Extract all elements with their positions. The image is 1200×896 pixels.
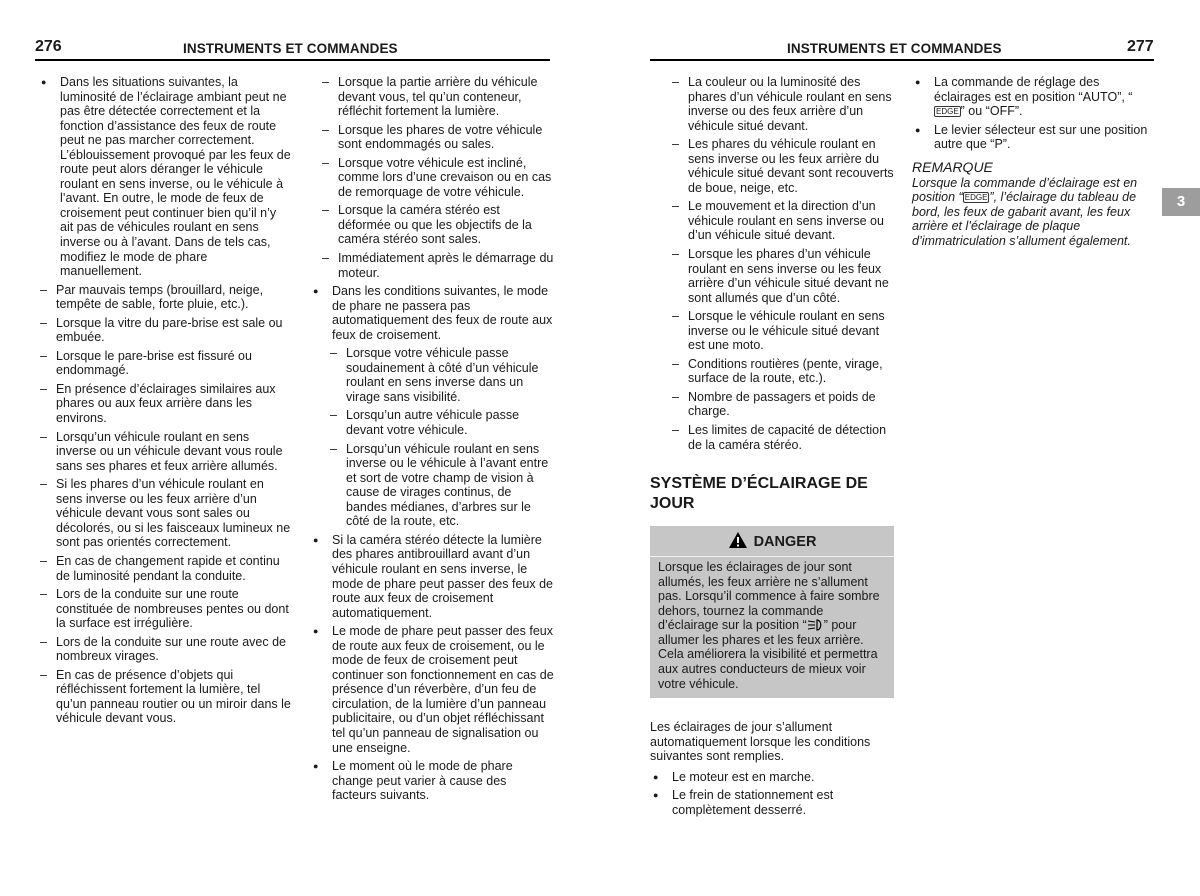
list-item: – La couleur ou la luminosité des phares d’un véhicule roulant en sens inverse ou des feux arrière d’un véhicule situé devant. [670, 75, 894, 133]
list-item: – Lorsque la partie arrière du véhicule devant vous, tel qu’un conteneur, réfléchit fortement la lumière. [320, 75, 554, 119]
list-item: – Lorsqu’un véhicule roulant en sens inverse ou un véhicule devant vous roule sans ses phares et feux arrière allumés. [38, 430, 292, 474]
paragraph: Les éclairages de jour s’allument automatiquement lorsque les conditions suivantes sont remplies. [650, 720, 871, 764]
list-item: – Les limites de capacité de détection de la caméra stéréo. [670, 423, 894, 452]
bullet-item: ● Le levier sélecteur est sur une position autre que “P”. [912, 123, 1154, 152]
list-item: – Lorsque les phares d’un véhicule roulant en sens inverse ou les feux arrière d’un véhicule situé devant ne sont allumés que d’un côté. [670, 247, 894, 305]
list-item: – Lorsqu’un véhicule roulant en sens inverse ou le véhicule à l’avant entre et sort de votre champ de vision à cause de virages continus, de bandes médianes, d’arbres sur le côté de la route, etc. [328, 442, 554, 529]
bullet-text-part2: ” ou “OFF”. [960, 104, 1023, 119]
section-heading-line2: JOUR [650, 495, 695, 513]
list-item: – Par mauvais temps (brouillard, neige, tempête de sable, forte pluie, etc.). [38, 283, 292, 312]
danger-text-part1: Lorsque les éclairages de jour sont allumés, les feux arrière ne s’allument pas. Lorsqu’il commence à faire sombre dehors, tournez la commande d’éclairage sur la position “ [658, 560, 880, 633]
bullet-item: ● Le moteur est en marche. [650, 770, 894, 785]
header-rule-left [35, 59, 550, 61]
list-item: – Lorsque la caméra stéréo est déformée ou que les objectifs de la caméra stéréo sont sales. [320, 203, 554, 247]
list-item: – Les phares du véhicule roulant en sens inverse ou les feux arrière du véhicule situé devant sont recouverts de boue, neige, etc. [670, 137, 894, 195]
column-3 [650, 75, 894, 821]
section-title-right: INSTRUMENTS ET COMMANDES [787, 41, 1002, 56]
list-item: – Si les phares d’un véhicule roulant en sens inverse ou les feux arrière d’un véhicule devant vous sont sales ou décolorés, ou si les faisceaux lumineux ne sont pas orientés correctement. [38, 477, 292, 550]
header-rule-right [650, 59, 1154, 61]
list-item: – Lors de la conduite sur une route constituée de nombreuses pentes ou dont la surface est irrégulière. [38, 587, 292, 631]
list-item: – Lorsque les phares de votre véhicule sont endommagés ou sales. [320, 123, 554, 152]
bullet-item: ● Le mode de phare peut passer des feux de route aux feux de croisement, ou le mode de feux de croisement peut continuer son fonctionnement en cas de présence d’un réverbère, d’un feu de circulation, de la lumière d’un panneau publicitaire, ou d’un objet réfléchissant tel qu’un panneau de signalisation ou une enseigne. [310, 624, 554, 755]
list-item: – En cas de présence d’objets qui réfléchissent fortement la lumière, tel qu’un panneau routier ou un miroir dans le véhicule devant vous. [38, 668, 292, 726]
bullet-item: ● Le moment où le mode de phare change peut varier à cause des facteurs suivants. [310, 759, 554, 803]
list-item: – Lors de la conduite sur une route avec de nombreux virages. [38, 635, 292, 664]
column-4 [912, 75, 1154, 248]
list-item: – Conditions routières (pente, virage, surface de la route, etc.). [670, 357, 894, 386]
headlight-icon [807, 619, 824, 631]
section-title-left: INSTRUMENTS ET COMMANDES [183, 41, 398, 56]
remark-text [912, 176, 1154, 249]
bullet-item: ● Le frein de stationnement est complètement desserré. [650, 788, 894, 817]
edge-symbol-icon: EDGE [964, 193, 988, 203]
chapter-tab: 3 [1162, 188, 1200, 216]
intro-bullet: ● Dans les situations suivantes, la luminosité de l’éclairage ambiant peut ne pas être détectée correctement et la fonction d’assistance des feux de route peut ne pas marcher correctement. L’éblouissement provoqué par les feux de route peut alors déranger le véhicule roulant en sens inverse, ou le véhicule à l’avant. En outre, le mode de feux de croisement peut continuer bien qu’il n’y ait pas de véhicules roulant en sens inverse ou à l’avant. Dans de tels cas, modifiez le mode de phare manuellement. [38, 75, 292, 279]
list-item: – En présence d’éclairages similaires aux phares ou aux feux arrière dans les environs. [38, 382, 292, 426]
page-number-left: 276 [35, 38, 62, 55]
danger-label: DANGER [753, 534, 817, 551]
list-item: – Lorsque votre véhicule passe soudainement à côté d’un véhicule roulant en sens inverse dans un virage sans visibilité. [328, 346, 554, 404]
column-2 [310, 75, 554, 807]
list-item: – Lorsque votre véhicule est incliné, comme lors d’une crevaison ou en cas de remorquage de votre véhicule. [320, 156, 554, 200]
danger-header [650, 526, 894, 557]
list-item: – Lorsque le pare-brise est fissuré ou endommagé. [38, 349, 292, 378]
list-item: – Lorsque la vitre du pare-brise est sale ou embuée. [38, 316, 292, 345]
list-item: – Lorsque le véhicule roulant en sens inverse ou le véhicule situé devant est une moto. [670, 309, 894, 353]
list-item: – En cas de changement rapide et continu de luminosité pendant la conduite. [38, 554, 292, 583]
bullet-item: ● Si la caméra stéréo détecte la lumière des phares antibrouillard avant d’un véhicule roulant en sens inverse, le mode de phare peut passer des feux de route aux feux de croisement automatiquement. [310, 533, 554, 620]
danger-text-part2: ” pour allumer les phares et les feux arrière. Cela améliorera la visibilité et permettra aux autres conducteurs de mieux voir votre véhicule. [658, 618, 878, 691]
danger-box [650, 526, 894, 698]
list-item: – Nombre de passagers et poids de charge. [670, 390, 894, 419]
bullet-text-part1: La commande de réglage des éclairages est en position “AUTO”, “ [934, 75, 1133, 104]
section-heading [650, 474, 894, 514]
list-item: – Immédiatement après le démarrage du moteur. [320, 251, 554, 280]
list-item: – Lorsqu’un autre véhicule passe devant votre véhicule. [328, 408, 554, 437]
column-1 [38, 75, 292, 730]
bullet-item [912, 75, 1154, 119]
list-item: – Le mouvement et la direction d’un véhicule roulant en sens inverse ou d’un véhicule situé devant. [670, 199, 894, 243]
danger-text [658, 557, 886, 691]
edge-symbol-icon: EDGE [936, 107, 959, 117]
bullet-item: ● Dans les conditions suivantes, le mode de phare ne passera pas automatiquement des feux de route aux feux de croisement. [310, 284, 554, 342]
warning-icon [728, 531, 748, 549]
section-heading-line1: SYSTÈME D’ÉCLAIRAGE DE [650, 475, 868, 493]
remark-title: REMARQUE [912, 158, 993, 175]
remark-text-part2: ”, l’éclairage du tableau de bord, les feux de gabarit avant, les feux arrière et l’éclairage de plaque d’immatriculation s’allument également. [912, 190, 1137, 248]
remark-text-part1: Lorsque la commande d’éclairage est en position “ [912, 175, 1138, 205]
page-number-right: 277 [1127, 38, 1154, 55]
